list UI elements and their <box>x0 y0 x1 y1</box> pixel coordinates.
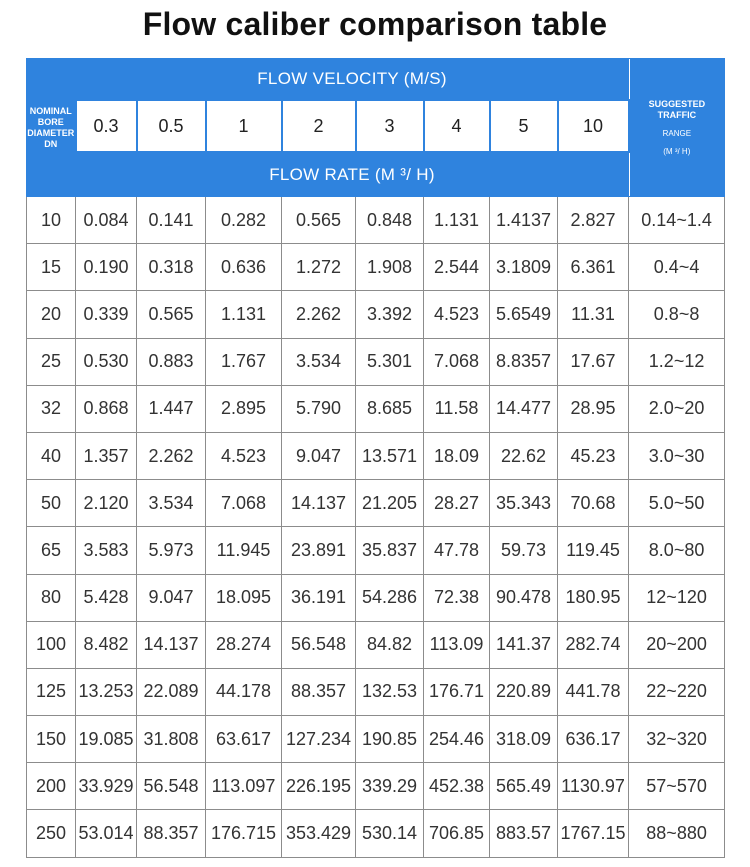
flow-rate-cell: 2.544 <box>424 244 490 291</box>
flow-rate-cell: 2.120 <box>76 480 137 527</box>
velocity-cell: 3 <box>356 100 424 152</box>
flow-rate-cell: 17.67 <box>558 338 629 385</box>
flow-rate-cell: 220.89 <box>490 668 558 715</box>
flow-rate-cell: 18.09 <box>424 432 490 479</box>
flow-rate-cell: 0.141 <box>137 197 206 244</box>
flow-rate-cell: 22.089 <box>137 668 206 715</box>
dn-cell: 25 <box>27 338 76 385</box>
suggested-range-cell: 88~880 <box>629 810 725 857</box>
suggested-range-cell: 8.0~80 <box>629 527 725 574</box>
flow-rate-cell: 72.38 <box>424 574 490 621</box>
flow-rate-header: FLOW RATE (M ³/ H) <box>76 152 629 197</box>
flow-rate-cell: 1.131 <box>206 291 282 338</box>
flow-rate-cell: 452.38 <box>424 763 490 810</box>
flow-rate-cell: 18.095 <box>206 574 282 621</box>
flow-rate-cell: 565.49 <box>490 763 558 810</box>
flow-rate-cell: 127.234 <box>282 716 356 763</box>
flow-rate-cell: 23.891 <box>282 527 356 574</box>
flow-rate-cell: 190.85 <box>356 716 424 763</box>
flow-rate-cell: 441.78 <box>558 668 629 715</box>
table-header <box>27 59 725 197</box>
flow-rate-cell: 353.429 <box>282 810 356 857</box>
table-row <box>27 291 725 338</box>
flow-rate-cell: 22.62 <box>490 432 558 479</box>
table-row <box>27 621 725 668</box>
flow-rate-cell: 54.286 <box>356 574 424 621</box>
flow-rate-cell: 1130.97 <box>558 763 629 810</box>
table-row <box>27 385 725 432</box>
flow-rate-cell: 11.58 <box>424 385 490 432</box>
dn-cell: 32 <box>27 385 76 432</box>
suggested-range-cell: 0.14~1.4 <box>629 197 725 244</box>
range-unit-label: (M ³/ H) <box>663 146 691 156</box>
flow-rate-cell: 5.790 <box>282 385 356 432</box>
flow-rate-cell: 176.715 <box>206 810 282 857</box>
flow-rate-cell: 113.097 <box>206 763 282 810</box>
suggested-range-cell: 0.8~8 <box>629 291 725 338</box>
flow-rate-cell: 636.17 <box>558 716 629 763</box>
table-row <box>27 244 725 291</box>
dn-cell: 15 <box>27 244 76 291</box>
flow-rate-cell: 28.274 <box>206 621 282 668</box>
flow-rate-cell: 0.282 <box>206 197 282 244</box>
flow-rate-cell: 1.908 <box>356 244 424 291</box>
page-title: Flow caliber comparison table <box>142 6 608 42</box>
dn-cell: 150 <box>27 716 76 763</box>
dn-cell: 200 <box>27 763 76 810</box>
flow-rate-cell: 14.477 <box>490 385 558 432</box>
table-row <box>27 432 725 479</box>
dn-cell: 125 <box>27 668 76 715</box>
flow-rate-cell: 14.137 <box>282 480 356 527</box>
range-label: RANGE <box>662 128 692 138</box>
flow-rate-cell: 53.014 <box>76 810 137 857</box>
flow-rate-cell: 226.195 <box>282 763 356 810</box>
nominal-bore-diameter-header <box>27 59 76 197</box>
flow-rate-cell: 59.73 <box>490 527 558 574</box>
flow-rate-cell: 119.45 <box>558 527 629 574</box>
table-row <box>27 197 725 244</box>
flow-rate-cell: 35.343 <box>490 480 558 527</box>
flow-rate-cell: 113.09 <box>424 621 490 668</box>
flow-rate-cell: 2.827 <box>558 197 629 244</box>
suggested-range-cell: 32~320 <box>629 716 725 763</box>
flow-rate-cell: 63.617 <box>206 716 282 763</box>
flow-rate-cell: 8.8357 <box>490 338 558 385</box>
dn-cell: 10 <box>27 197 76 244</box>
velocity-cell: 10 <box>558 100 629 152</box>
dn-cell: 20 <box>27 291 76 338</box>
suggested-range-cell: 3.0~30 <box>629 432 725 479</box>
dn-cell: 40 <box>27 432 76 479</box>
traffic-label: TRAFFIC <box>657 109 697 120</box>
flow-rate-cell: 13.253 <box>76 668 137 715</box>
flow-rate-cell: 5.6549 <box>490 291 558 338</box>
flow-rate-cell: 35.837 <box>356 527 424 574</box>
dn-label: DN <box>44 138 58 149</box>
flow-rate-cell: 6.361 <box>558 244 629 291</box>
velocity-cell: 5 <box>490 100 558 152</box>
diameter-label: DIAMETER <box>27 127 75 138</box>
flow-rate-cell: 0.636 <box>206 244 282 291</box>
flow-rate-cell: 0.883 <box>137 338 206 385</box>
flow-rate-cell: 21.205 <box>356 480 424 527</box>
table-row <box>27 763 725 810</box>
flow-rate-cell: 44.178 <box>206 668 282 715</box>
flow-rate-cell: 84.82 <box>356 621 424 668</box>
flow-rate-cell: 706.85 <box>424 810 490 857</box>
flow-rate-cell: 2.895 <box>206 385 282 432</box>
suggested-traffic-range-header <box>629 59 725 197</box>
velocity-cell: 1 <box>206 100 282 152</box>
flow-rate-cell: 0.848 <box>356 197 424 244</box>
flow-rate-cell: 36.191 <box>282 574 356 621</box>
suggested-label: SUGGESTED <box>648 98 706 109</box>
flow-rate-cell: 70.68 <box>558 480 629 527</box>
suggested-range-cell: 0.4~4 <box>629 244 725 291</box>
flow-rate-cell: 45.23 <box>558 432 629 479</box>
flow-rate-cell: 0.084 <box>76 197 137 244</box>
flow-rate-cell: 2.262 <box>282 291 356 338</box>
flow-rate-cell: 3.534 <box>282 338 356 385</box>
flow-rate-cell: 1.131 <box>424 197 490 244</box>
dn-cell: 50 <box>27 480 76 527</box>
flow-rate-cell: 2.262 <box>137 432 206 479</box>
flow-rate-cell: 8.482 <box>76 621 137 668</box>
flow-rate-cell: 8.685 <box>356 385 424 432</box>
flow-rate-cell: 0.868 <box>76 385 137 432</box>
flow-rate-cell: 4.523 <box>206 432 282 479</box>
flow-rate-cell: 0.318 <box>137 244 206 291</box>
flow-rate-cell: 3.392 <box>356 291 424 338</box>
flow-rate-cell: 14.137 <box>137 621 206 668</box>
suggested-range-cell: 20~200 <box>629 621 725 668</box>
flow-rate-cell: 13.571 <box>356 432 424 479</box>
suggested-range-cell: 1.2~12 <box>629 338 725 385</box>
flow-rate-cell: 90.478 <box>490 574 558 621</box>
flow-rate-cell: 4.523 <box>424 291 490 338</box>
bore-label: BORE <box>37 116 64 127</box>
velocity-cell: 0.3 <box>76 100 137 152</box>
flow-rate-cell: 9.047 <box>137 574 206 621</box>
flow-rate-cell: 132.53 <box>356 668 424 715</box>
flow-rate-cell: 254.46 <box>424 716 490 763</box>
flow-rate-cell: 19.085 <box>76 716 137 763</box>
flow-rate-cell: 0.190 <box>76 244 137 291</box>
flow-rate-cell: 1.357 <box>76 432 137 479</box>
velocity-cell: 2 <box>282 100 356 152</box>
suggested-range-cell: 57~570 <box>629 763 725 810</box>
flow-rate-cell: 1767.15 <box>558 810 629 857</box>
table-row <box>27 668 725 715</box>
table-row <box>27 480 725 527</box>
flow-rate-cell: 3.583 <box>76 527 137 574</box>
suggested-range-cell: 2.0~20 <box>629 385 725 432</box>
flow-rate-cell: 31.808 <box>137 716 206 763</box>
flow-rate-cell: 3.1809 <box>490 244 558 291</box>
dn-cell: 65 <box>27 527 76 574</box>
flow-rate-cell: 180.95 <box>558 574 629 621</box>
flow-rate-cell: 1.272 <box>282 244 356 291</box>
velocity-cell: 4 <box>424 100 490 152</box>
dn-cell: 250 <box>27 810 76 857</box>
dn-cell: 100 <box>27 621 76 668</box>
nominal-label: NOMINAL <box>29 105 72 116</box>
suggested-range-cell: 5.0~50 <box>629 480 725 527</box>
flow-rate-cell: 0.565 <box>137 291 206 338</box>
flow-rate-cell: 11.31 <box>558 291 629 338</box>
flow-rate-cell: 1.447 <box>137 385 206 432</box>
flow-velocity-header: FLOW VELOCITY (M/S) <box>76 59 629 101</box>
flow-rate-cell: 0.530 <box>76 338 137 385</box>
flow-rate-cell: 9.047 <box>282 432 356 479</box>
flow-rate-cell: 5.301 <box>356 338 424 385</box>
flow-rate-cell: 5.973 <box>137 527 206 574</box>
flow-rate-cell: 530.14 <box>356 810 424 857</box>
table-row <box>27 574 725 621</box>
velocity-values-row <box>27 100 725 152</box>
flow-rate-cell: 318.09 <box>490 716 558 763</box>
flow-rate-cell: 176.71 <box>424 668 490 715</box>
table-row <box>27 810 725 857</box>
flow-rate-cell: 88.357 <box>137 810 206 857</box>
flow-rate-cell: 56.548 <box>137 763 206 810</box>
suggested-range-cell: 22~220 <box>629 668 725 715</box>
suggested-range-cell: 12~120 <box>629 574 725 621</box>
table-row <box>27 338 725 385</box>
flow-rate-cell: 7.068 <box>206 480 282 527</box>
flow-rate-cell: 11.945 <box>206 527 282 574</box>
table-row <box>27 527 725 574</box>
velocity-cell: 0.5 <box>137 100 206 152</box>
flow-rate-cell: 883.57 <box>490 810 558 857</box>
flow-rate-cell: 5.428 <box>76 574 137 621</box>
flow-caliber-table <box>26 58 725 858</box>
flow-rate-cell: 88.357 <box>282 668 356 715</box>
flow-rate-cell: 33.929 <box>76 763 137 810</box>
flow-rate-cell: 3.534 <box>137 480 206 527</box>
flow-rate-cell: 1.767 <box>206 338 282 385</box>
table-body <box>27 197 725 858</box>
flow-rate-cell: 28.27 <box>424 480 490 527</box>
dn-cell: 80 <box>27 574 76 621</box>
flow-rate-cell: 1.4137 <box>490 197 558 244</box>
table-row <box>27 716 725 763</box>
flow-rate-cell: 28.95 <box>558 385 629 432</box>
flow-rate-cell: 141.37 <box>490 621 558 668</box>
flow-rate-cell: 339.29 <box>356 763 424 810</box>
flow-rate-cell: 56.548 <box>282 621 356 668</box>
flow-rate-cell: 282.74 <box>558 621 629 668</box>
flow-rate-cell: 0.565 <box>282 197 356 244</box>
flow-rate-cell: 47.78 <box>424 527 490 574</box>
flow-rate-cell: 7.068 <box>424 338 490 385</box>
flow-rate-cell: 0.339 <box>76 291 137 338</box>
